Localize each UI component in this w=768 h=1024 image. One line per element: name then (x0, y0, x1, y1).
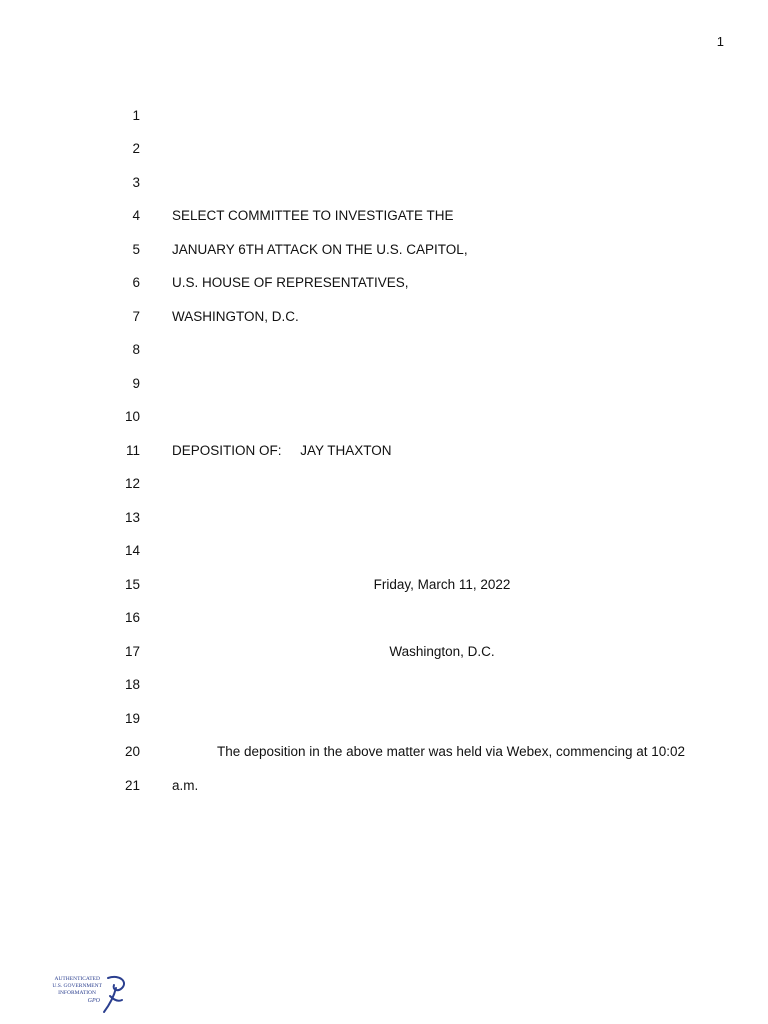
transcript-line (0, 173, 768, 193)
line-number: 1 (132, 108, 140, 123)
seal-text-line: GPO (87, 998, 100, 1004)
line-number: 5 (132, 242, 140, 257)
transcript-line (0, 508, 768, 528)
transcript-line (0, 541, 768, 561)
transcript-line (0, 340, 768, 360)
line-number: 16 (124, 610, 140, 625)
transcript-line (0, 675, 768, 695)
line-number: 10 (124, 409, 140, 424)
transcript-line (0, 307, 768, 327)
line-number: 21 (124, 778, 140, 793)
line-number: 18 (124, 677, 140, 692)
transcript-line (0, 642, 768, 662)
committee-location-line: WASHINGTON, D.C. (172, 309, 299, 324)
line-number: 12 (124, 476, 140, 491)
committee-name-line: JANUARY 6TH ATTACK ON THE U.S. CAPITOL, (172, 242, 468, 257)
line-number: 7 (132, 309, 140, 324)
transcript-line (0, 474, 768, 494)
transcript-line (0, 608, 768, 628)
transcript-line (0, 106, 768, 126)
page-number: 1 (716, 34, 724, 49)
seal-text-line: AUTHENTICATED (54, 976, 100, 982)
line-number: 4 (132, 208, 140, 223)
seal-text-line: U.S. GOVERNMENT (52, 983, 102, 989)
line-number: 3 (132, 175, 140, 190)
transcript-line (0, 575, 768, 595)
transcript-line (0, 742, 768, 762)
eagle-icon (104, 977, 124, 1012)
line-number: 2 (132, 141, 140, 156)
line-number: 17 (124, 644, 140, 659)
committee-name-line: SELECT COMMITTEE TO INVESTIGATE THE (172, 208, 454, 223)
transcript-line (0, 709, 768, 729)
transcript-line (0, 273, 768, 293)
transcript-line (0, 206, 768, 226)
transcript-line (0, 374, 768, 394)
line-number: 15 (124, 577, 140, 592)
transcript-line (0, 240, 768, 260)
transcript-line (0, 441, 768, 461)
line-number: 11 (125, 443, 140, 458)
seal-text-line: INFORMATION (58, 990, 96, 996)
transcript-line (0, 139, 768, 159)
transcript-line (0, 776, 768, 796)
committee-name-line: U.S. HOUSE OF REPRESENTATIVES, (172, 275, 409, 290)
line-number: 8 (132, 342, 140, 357)
gpo-authenticated-seal (44, 972, 128, 1016)
line-number: 13 (124, 510, 140, 525)
deposition-statement: The deposition in the above matter was held via Webex, commencing at 10:02 (217, 744, 686, 759)
deposition-location: Washington, D.C. (389, 644, 495, 659)
line-number: 19 (124, 711, 140, 726)
line-number: 6 (132, 275, 140, 290)
line-number: 9 (132, 376, 140, 391)
line-number: 14 (124, 543, 140, 558)
deposition-date: Friday, March 11, 2022 (373, 577, 511, 592)
line-number: 20 (124, 744, 140, 759)
deposition-statement-continued: a.m. (172, 778, 199, 793)
deponent-line: DEPOSITION OF: JAY THAXTON (172, 443, 392, 458)
transcript-line (0, 407, 768, 427)
